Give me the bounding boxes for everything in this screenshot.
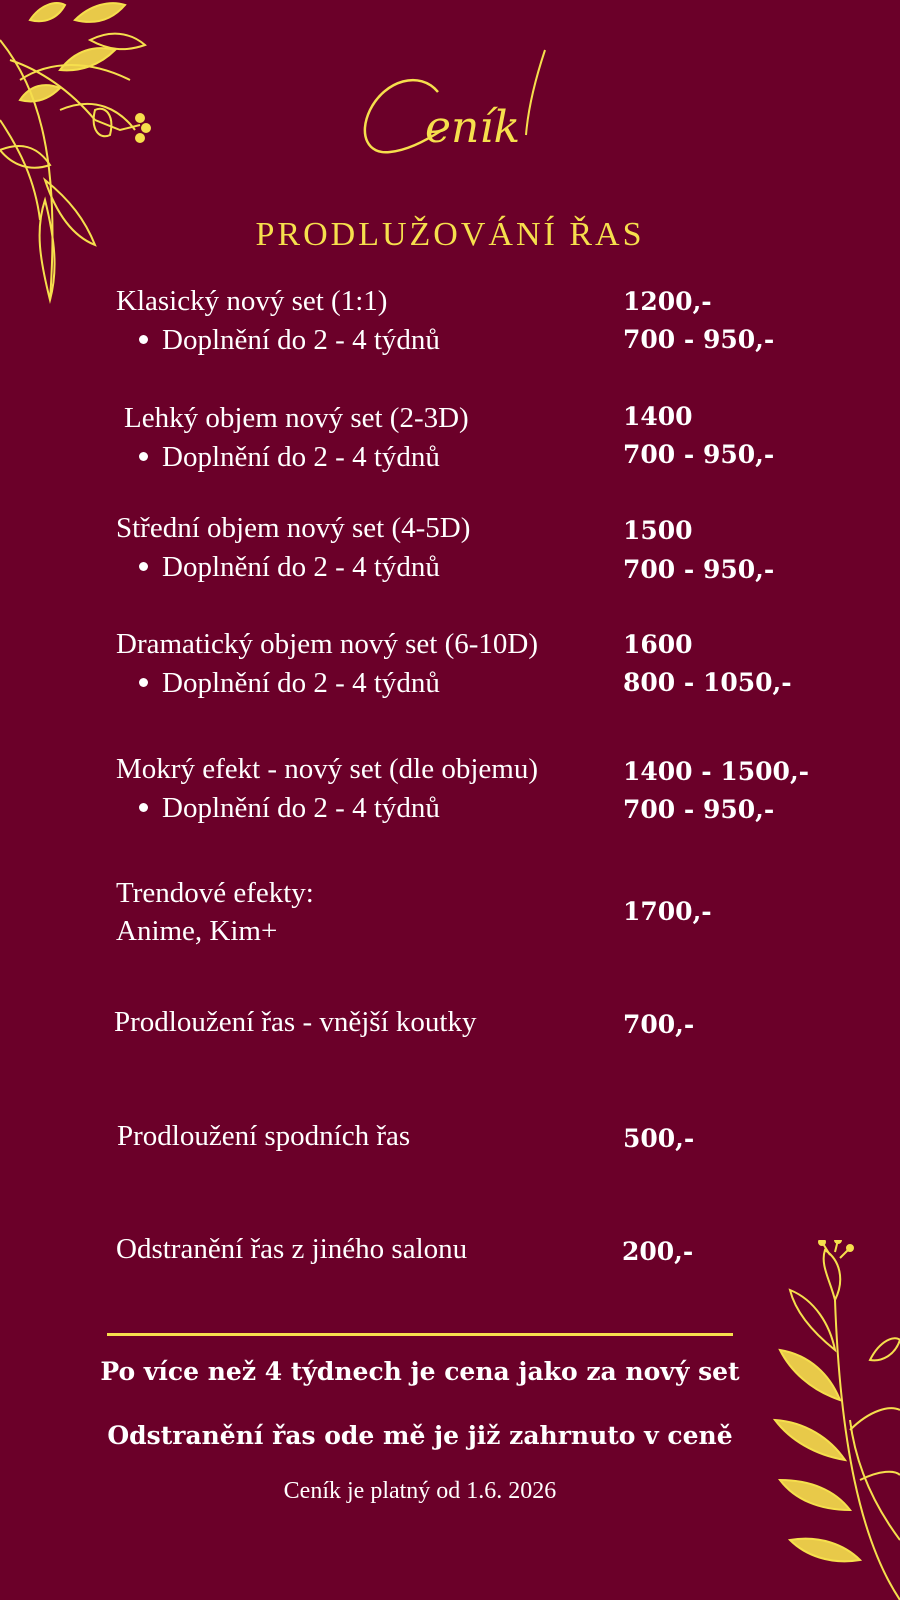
refill-price: 700 - 950,- bbox=[623, 440, 775, 469]
page-title bbox=[330, 40, 590, 170]
service-name: Mokrý efekt - nový set (dle objemu) bbox=[116, 753, 539, 785]
service-name-detail: Anime, Kim+ bbox=[116, 915, 278, 947]
service-name: Odstranění řas z jiného salonu bbox=[116, 1233, 468, 1265]
refill-price: 800 - 1050,- bbox=[623, 668, 792, 697]
service-price: 200,- bbox=[622, 1237, 694, 1266]
service-price: 1400 bbox=[623, 402, 693, 431]
service-price: 1500 bbox=[623, 516, 693, 545]
refill-name: Doplnění do 2 - 4 týdnů bbox=[139, 792, 440, 825]
footer-note: Odstranění řas ode mě je již zahrnuto v ceně bbox=[107, 1421, 733, 1450]
service-name: Trendové efekty: bbox=[116, 877, 314, 909]
service-price: 500,- bbox=[623, 1124, 695, 1153]
floral-branch-icon bbox=[750, 1240, 900, 1600]
svg-text:eník: eník bbox=[425, 102, 521, 153]
service-price: 1700,- bbox=[623, 897, 712, 926]
service-name: Prodloužení řas - vnější koutky bbox=[114, 1006, 477, 1038]
service-price: 1600 bbox=[623, 630, 693, 659]
service-price: 1200,- bbox=[623, 287, 712, 316]
refill-name: Doplnění do 2 - 4 týdnů bbox=[139, 667, 440, 700]
refill-name: Doplnění do 2 - 4 týdnů bbox=[139, 324, 440, 357]
validity-date: Ceník je platný od 1.6. 2026 bbox=[283, 1478, 557, 1504]
refill-name: Doplnění do 2 - 4 týdnů bbox=[139, 441, 440, 474]
divider bbox=[107, 1333, 733, 1336]
service-name: Prodloužení spodních řas bbox=[117, 1120, 411, 1152]
section-title: PRODLUŽOVÁNÍ ŘAS bbox=[255, 216, 645, 253]
service-name: Klasický nový set (1:1) bbox=[116, 285, 388, 317]
service-name: Dramatický objem nový set (6-10D) bbox=[116, 628, 539, 660]
service-price: 700,- bbox=[623, 1010, 695, 1039]
refill-price: 700 - 950,- bbox=[623, 795, 775, 824]
footer-note: Po více než 4 týdnech je cena jako za nový set bbox=[100, 1357, 740, 1386]
service-price: 1400 - 1500,- bbox=[623, 757, 810, 786]
refill-price: 700 - 950,- bbox=[623, 325, 775, 354]
service-name: Střední objem nový set (4-5D) bbox=[116, 512, 471, 544]
refill-name: Doplnění do 2 - 4 týdnů bbox=[139, 551, 440, 584]
refill-price: 700 - 950,- bbox=[623, 555, 775, 584]
floral-branch-icon bbox=[0, 0, 170, 320]
service-name: Lehký objem nový set (2-3D) bbox=[124, 402, 469, 434]
